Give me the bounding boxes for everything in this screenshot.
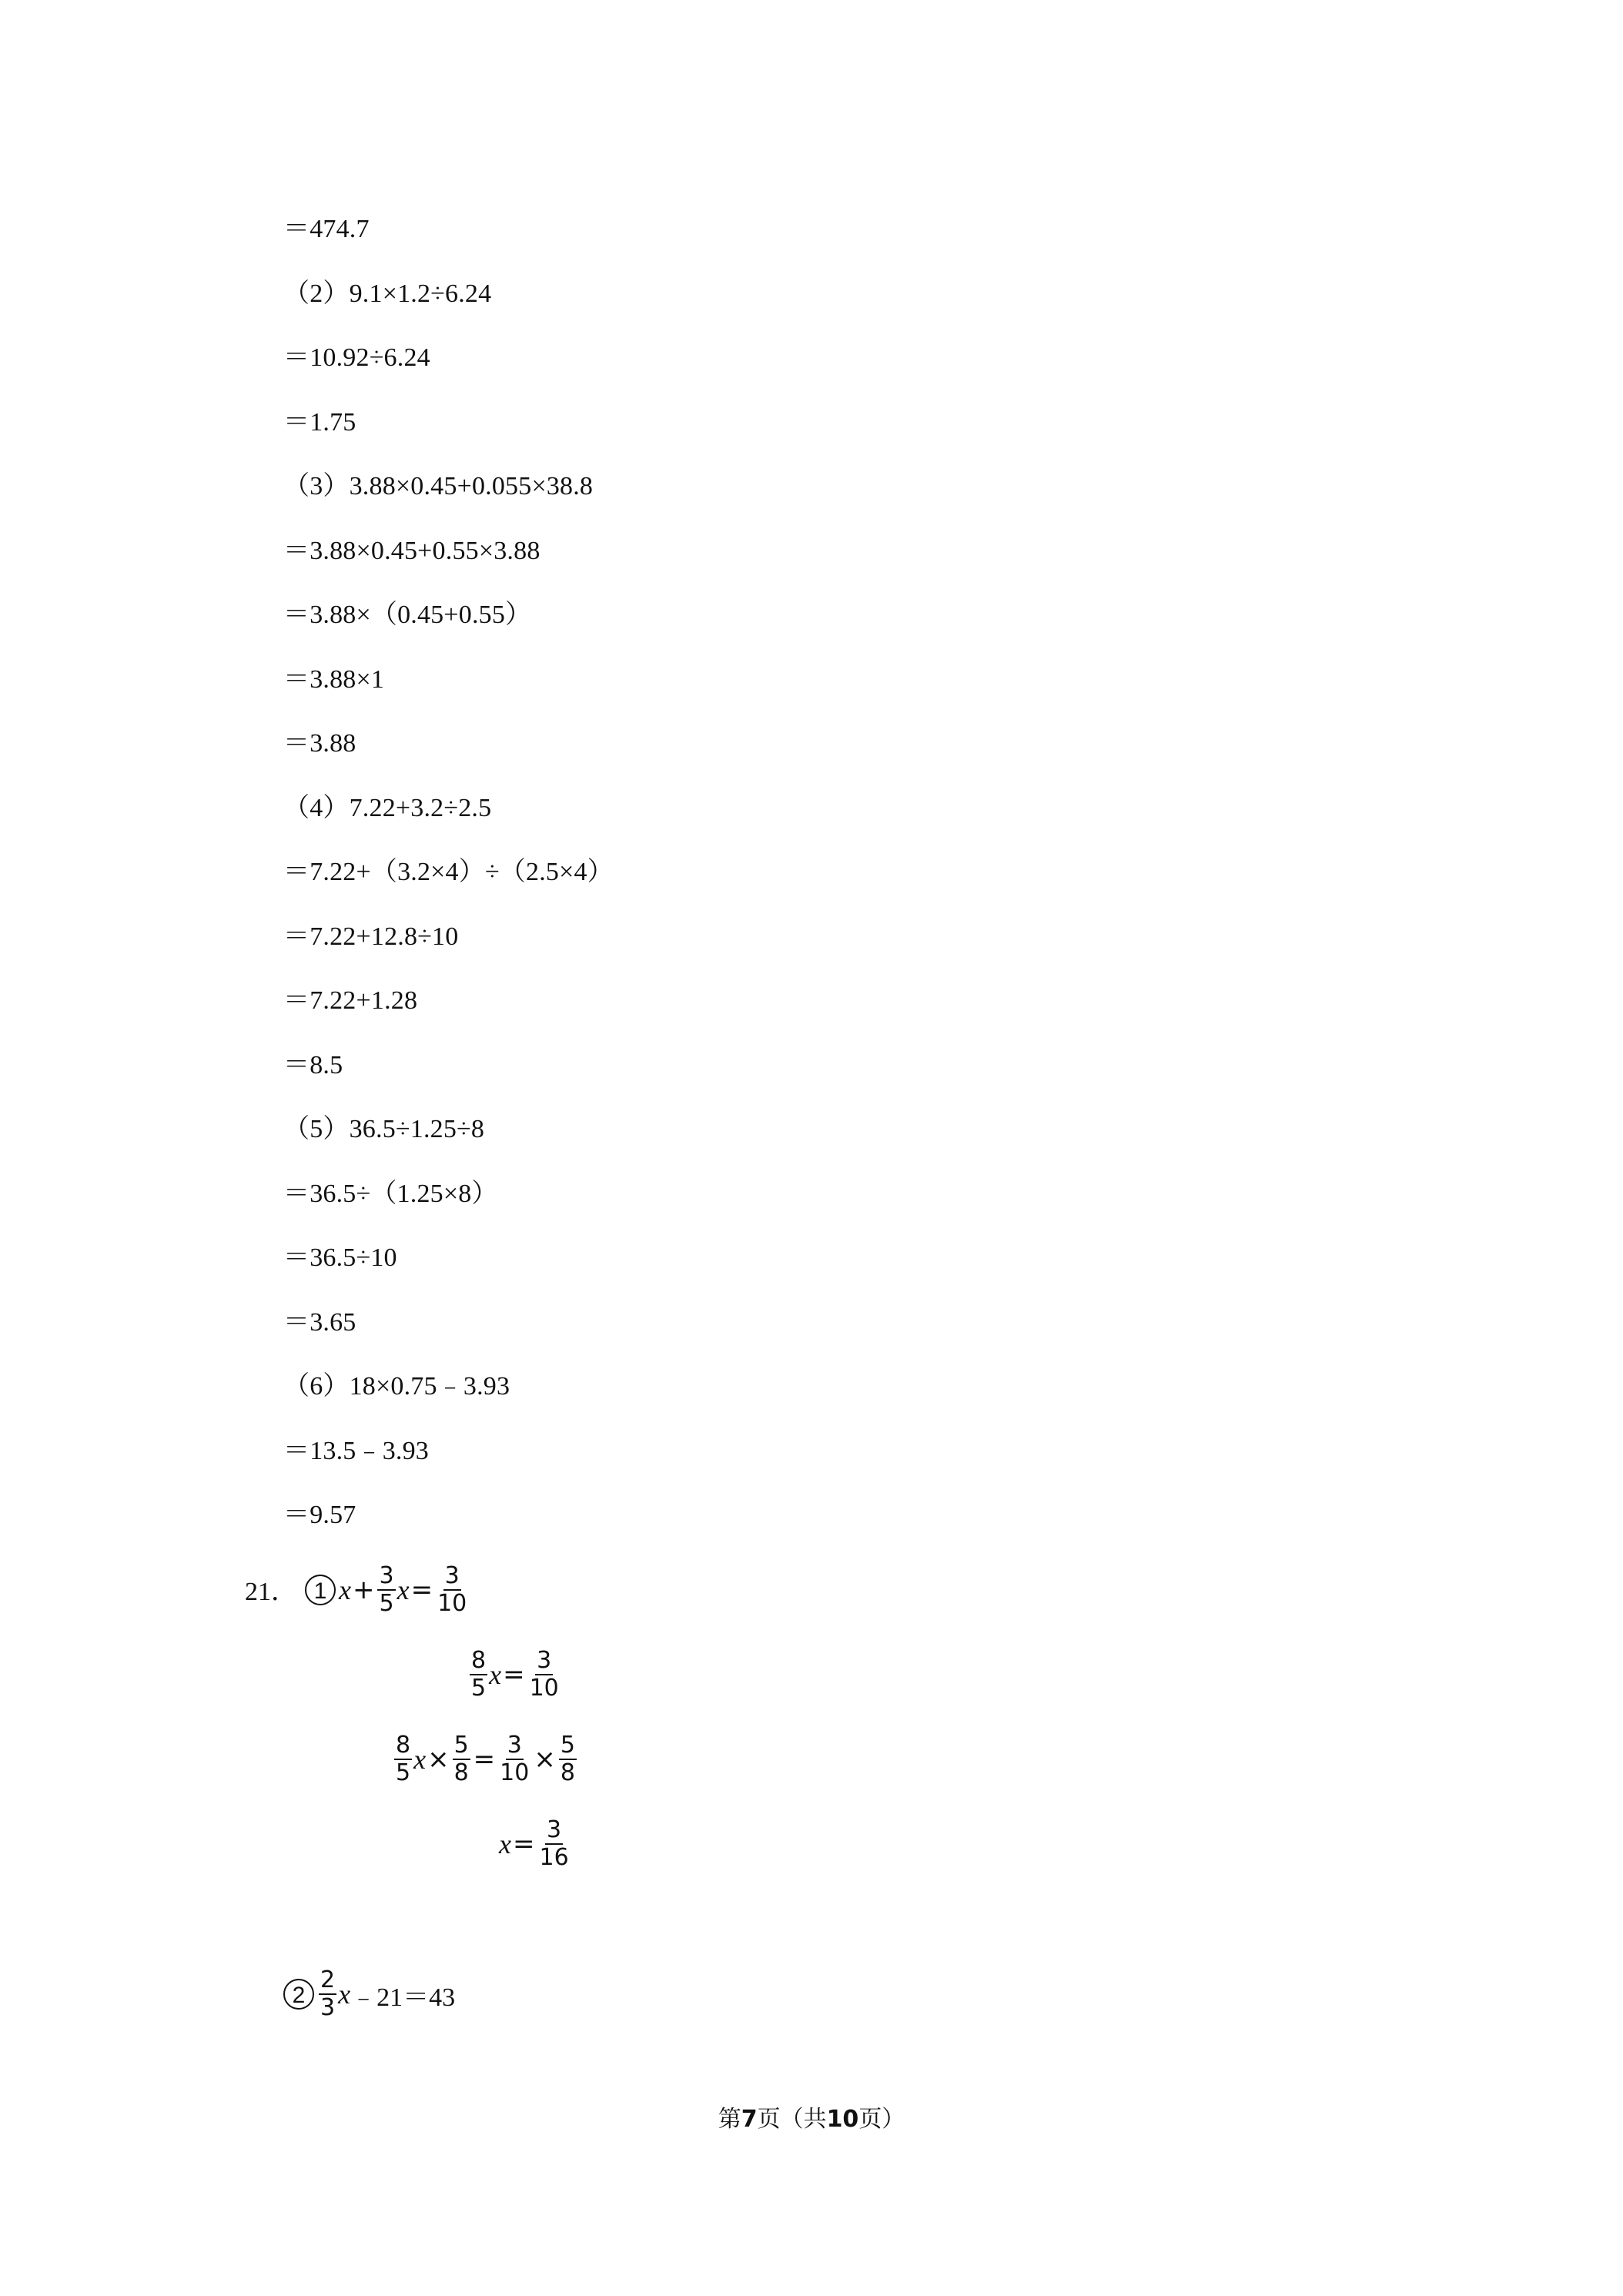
- fraction-2-3: $\frac{2}{3}$: [320, 1966, 336, 2021]
- footer-middle: 页（共: [757, 2106, 827, 2133]
- fraction-3-16: $\frac{3}{16}$: [539, 1816, 569, 1871]
- footer-suffix: 页）: [858, 2106, 905, 2133]
- variable-x: x: [397, 1575, 410, 1605]
- calc-line: ＝3.88×1: [283, 665, 385, 694]
- calc-line: ＝7.22+（3.2×4）÷（2.5×4）: [283, 858, 614, 886]
- circled-number-2: 2: [283, 1979, 314, 2010]
- question-number: 21．: [245, 1578, 297, 1606]
- calc-line: ＝7.22+1.28: [283, 986, 418, 1015]
- calc-line: ＝9.57: [283, 1501, 356, 1529]
- calc-line: ＝36.5÷（1.25×8）: [283, 1180, 498, 1208]
- calc-line: ＝10.92÷6.24: [283, 343, 430, 372]
- equation-part1-line1: [305, 1563, 470, 1617]
- equation-part2-line1: [283, 1967, 455, 2021]
- fraction-5-8: $\frac{5}{8}$: [453, 1732, 469, 1786]
- fraction-3-10: $\frac{3}{10}$: [437, 1562, 467, 1617]
- calc-line: ＝3.88: [283, 729, 356, 758]
- times-sign: ×: [427, 1744, 450, 1775]
- calc-line: ＝13.5﹣3.93: [283, 1437, 429, 1465]
- variable-x: x: [338, 1979, 351, 2010]
- calc-line: ＝3.65: [283, 1308, 356, 1337]
- calc-line: ＝8.5: [283, 1051, 343, 1079]
- equation-part1-line3: [393, 1732, 578, 1786]
- variable-x: x: [489, 1659, 502, 1690]
- equals-sign: =: [512, 1829, 535, 1859]
- circled-number-1: 1: [305, 1575, 336, 1605]
- variable-x: x: [499, 1829, 511, 1859]
- fraction-5-8: $\frac{5}{8}$: [560, 1732, 575, 1786]
- plus-sign: +: [352, 1575, 375, 1605]
- fraction-8-5: $\frac{8}{5}$: [471, 1647, 487, 1702]
- calc-line: （3）3.88×0.45+0.055×38.8: [283, 472, 594, 500]
- calc-line: （2）9.1×1.2÷6.24: [283, 279, 492, 308]
- fraction-8-5: $\frac{8}{5}$: [396, 1732, 411, 1786]
- times-sign: ×: [534, 1744, 556, 1775]
- calc-line: （5）36.5÷1.25÷8: [283, 1115, 485, 1143]
- calc-line: （4）7.22+3.2÷2.5: [283, 794, 492, 822]
- page-footer: [0, 2106, 1623, 2134]
- fraction-3-10: $\frac{3}{10}$: [529, 1647, 559, 1702]
- calc-line: ＝7.22+12.8÷10: [283, 922, 459, 951]
- fraction-3-10: $\frac{3}{10}$: [500, 1732, 530, 1786]
- footer-prefix: 第: [718, 2106, 741, 2133]
- equals-sign: =: [473, 1744, 496, 1775]
- calc-line: ＝474.7: [283, 215, 370, 243]
- equation-part1-line2: [468, 1648, 562, 1702]
- footer-total-pages: 10: [826, 2106, 859, 2133]
- equation-part1-line4: [499, 1817, 572, 1871]
- fraction-3-5: $\frac{3}{5}$: [379, 1562, 394, 1617]
- equals-sign: =: [410, 1575, 433, 1605]
- calc-line: ＝3.88×0.45+0.55×3.88: [283, 537, 540, 565]
- calc-line: ＝36.5÷10: [283, 1243, 397, 1272]
- calc-line: ＝1.75: [283, 408, 356, 437]
- equation-remainder: ﹣21＝43: [350, 1983, 456, 2012]
- calc-line: ＝3.88×（0.45+0.55）: [283, 601, 532, 629]
- footer-page-number: 7: [741, 2106, 758, 2133]
- variable-x: x: [413, 1744, 427, 1775]
- equals-sign: =: [503, 1659, 525, 1690]
- calc-line: （6）18×0.75﹣3.93: [283, 1372, 510, 1401]
- variable-x: x: [339, 1575, 351, 1605]
